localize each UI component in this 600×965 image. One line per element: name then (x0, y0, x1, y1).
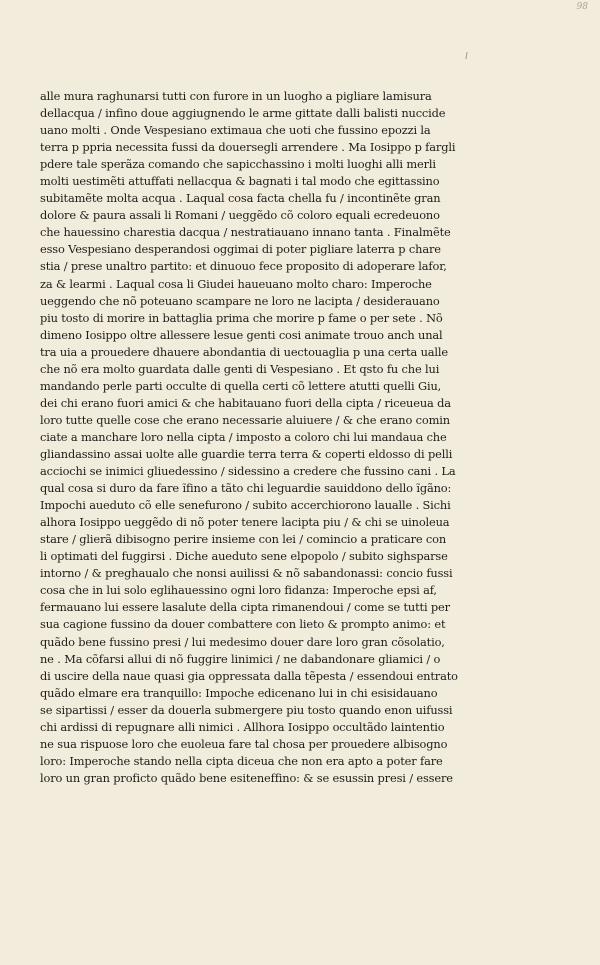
text-line: sua cagione fussino da douer combattere con lieto & prompto animo: et (40, 617, 446, 632)
text-line: fermauano lui essere lasalute della cipta rimanendoui / come se tutti per (40, 600, 450, 615)
text-line: che nõ era molto guardata dalle genti di Vespesiano . Et qsto fu che lui (40, 361, 440, 376)
text-line: alhora Iosippo ueggẽdo di nõ poter tenere lacipta piu / & chi se uinoleua (40, 515, 450, 530)
text-line: dellacqua / infino doue aggiugnendo le arme gittate dalli balisti nuccide (40, 106, 446, 121)
text-line: dimeno Iosippo oltre allessere lesue genti cosi animate trouo anch unal (40, 327, 443, 342)
text-line: subitamẽte molta acqua . Laqual cosa facta chella fu / incontinẽte gran (40, 191, 441, 206)
text-line: li optimati del fuggirsi . Diche aueduto sene elpopolo / subito sighsparse (40, 549, 448, 564)
text-line: ne . Ma cõfarsi allui di nõ fuggire linimici / ne dabandonare gliamici / o (40, 651, 441, 666)
text-line: dei chi erano fuori amici & che habitauano fuori della cipta / riceueua da (40, 395, 451, 410)
text-line: Impochi aueduto cõ elle senefurono / subito accerchiorono laualle . Sichi (40, 498, 451, 513)
text-line: stia / prese unaltro partito: et dinuouo fece proposito di adoperare lafor, (40, 259, 447, 274)
text-line: esso Vespesiano desperandosi oggimai di poter pigliare laterra p chare (40, 242, 441, 257)
text-line: loro un gran proficto quãdo bene esiteneffino: & se esussin presi / essere (40, 770, 453, 785)
body-text (40, 88, 474, 787)
text-line: alle mura raghunarsi tutti con furore in un luogho a pigliare lamisura (40, 89, 432, 103)
text-line: loro: Imperoche stando nella cipta diceua che non era apto a poter fare (40, 753, 443, 768)
text-line: loro tutte quelle cose che erano necessarie aluiuere / & che erano comin (40, 412, 450, 427)
text-line: piu tosto di morire in battaglia prima che morire p fame o per sete . Nõ (40, 310, 443, 325)
margin-mark (465, 52, 467, 59)
text-line: chi ardissi di repugnare alli nimici . Allhora Iosippo occultãdo laintentio (40, 719, 445, 734)
text-line: qual cosa si duro da fare ĩfino a tãto chi leguardie sauiddono dello ĩgãno: (40, 481, 452, 496)
text-line: ciate a manchare loro nella cipta / imposto a coloro chi lui mandaua che (40, 429, 447, 444)
text-line: quãdo elmare era tranquillo: Impoche edicenano lui in chi esisidauano (40, 685, 438, 700)
text-line: stare / glierã dibisogno perire insieme con lei / comincio a praticare con (40, 532, 447, 547)
text-line: za & learmi . Laqual cosa li Giudei haueuano molto charo: Imperoche (40, 276, 432, 291)
text-line: cosa che in lui solo eglihauessino ogni loro fidanza: Imperoche epsi af, (40, 583, 437, 598)
text-line: se sipartissi / esser da douerla submergere piu tosto quando enon uifussi (40, 702, 453, 717)
text-line: terra p ppria necessita fussi da douersegli arrendere . Ma Iosippo p fargli (40, 140, 456, 155)
text-line: che hauessino charestia dacqua / nestratiauano innano tanta . Finalmẽte (40, 225, 451, 240)
text-line: ueggendo che nõ poteuano scampare ne loro ne lacipta / desiderauano (40, 293, 440, 308)
text-line: molti uestimẽti attuffati nellacqua & bagnati i tal modo che egittassino (40, 174, 440, 189)
text-line: acciochi se inimici gliuedessino / sidessino a credere che fussino cani . La (40, 464, 456, 479)
text-line: ne sua rispuose loro che euoleua fare tal chosa per prouedere albisogno (40, 736, 448, 751)
text-line: pdere tale sperãza comando che sapicchassino i molti luoghi alli merli (40, 157, 436, 172)
text-line: tra uia a prouedere dhauere abondantia di uectouaglia p una certa ualle (40, 344, 448, 359)
text-line: di uscire della naue quasi gia oppressata dalla tẽpesta / essendoui entrato (40, 668, 458, 683)
text-line: dolore & paura assali li Romani / ueggẽdo cõ coloro equali ecredeuono (40, 208, 440, 223)
text-line: mandando perle parti occulte di quella certi cõ lettere atutti quelli Giu, (40, 378, 442, 393)
text-line: gliandassino assai uolte alle guardie terra terra & coperti eldosso di pelli (40, 446, 453, 461)
text-line: uano molti . Onde Vespesiano extimaua che uoti che fussino epozzi la (40, 123, 431, 138)
text-line: quãdo bene fussino presi / lui medesimo douer dare loro gran cõsolatio, (40, 634, 445, 649)
text-line: intorno / & preghaualo che nonsi auilissi & nõ sabandonassi: concio fussi (40, 566, 453, 581)
folio-number: 98 (576, 2, 588, 12)
